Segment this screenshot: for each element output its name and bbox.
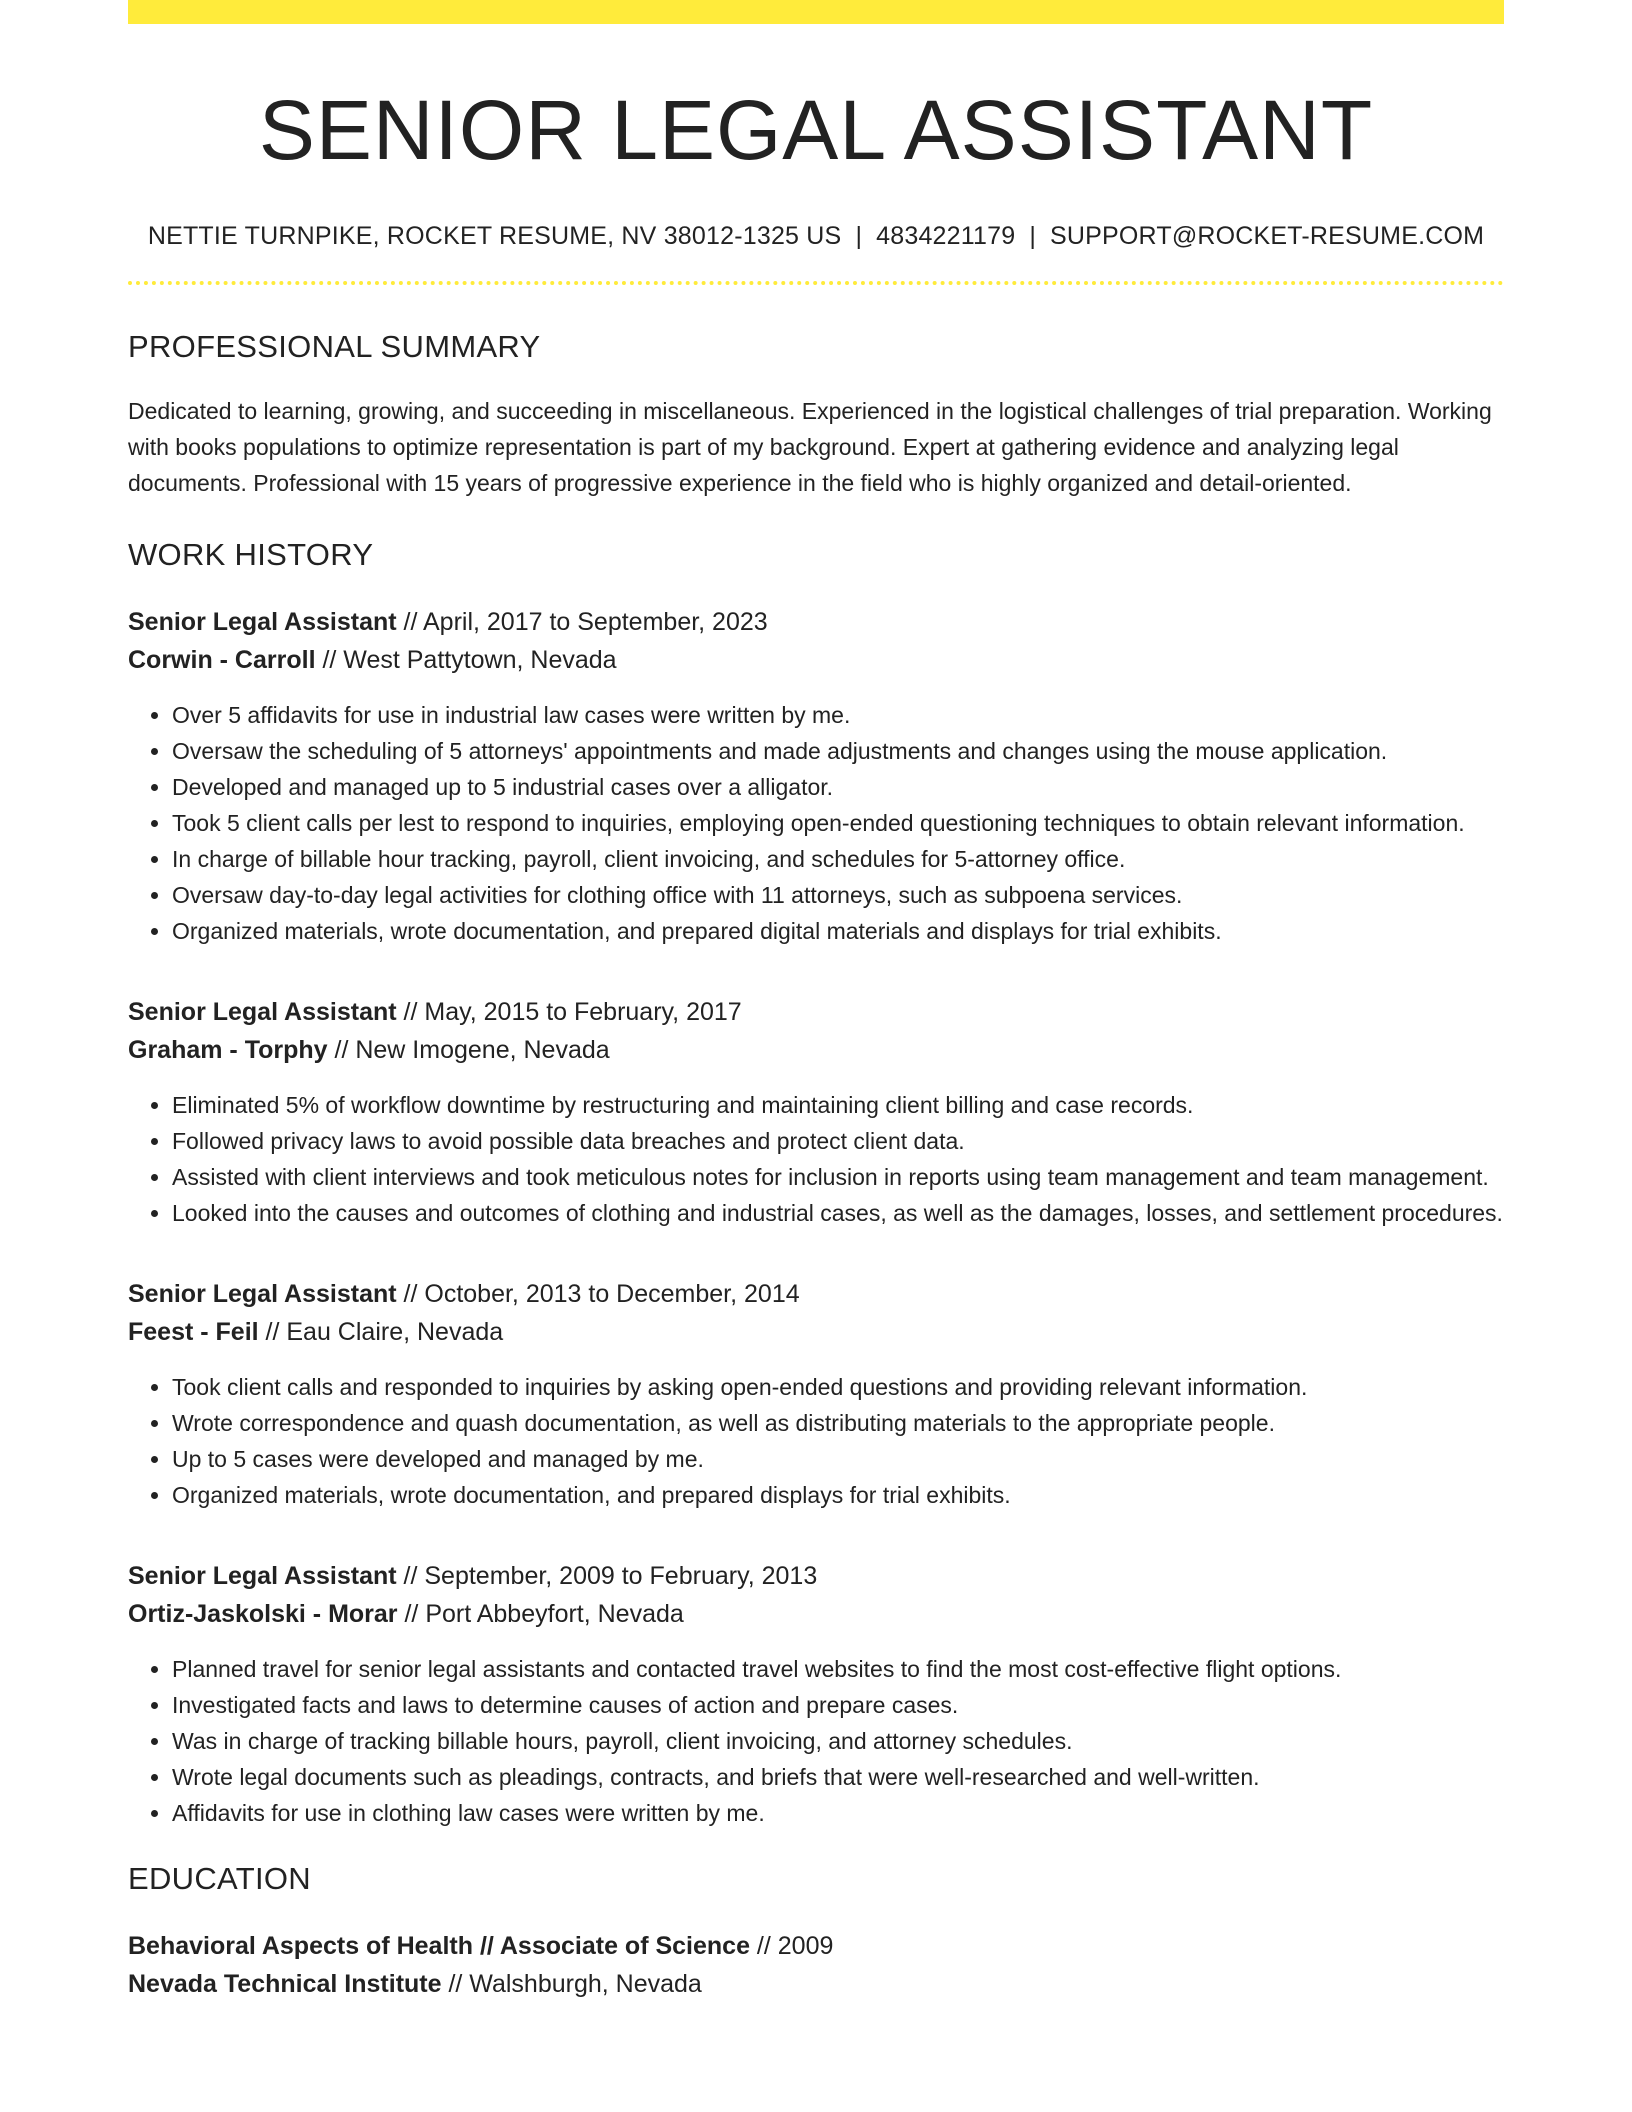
education-entry	[128, 1927, 1504, 2003]
job-bullet: • Planned travel for senior legal assistants and contacted travel websites to find the most cost-effective flight options.	[172, 1651, 1504, 1687]
job-company: Graham - Torphy	[128, 1036, 328, 1065]
education-program: Behavioral Aspects of Health // Associate of Science	[128, 1932, 750, 1961]
job-bullet: • Wrote legal documents such as pleadings, contracts, and briefs that were well-researched and well-written.	[172, 1759, 1504, 1795]
job-company-line	[128, 1595, 1504, 1633]
education-program-line	[128, 1927, 1504, 1965]
job-location: // Eau Claire, Nevada	[258, 1318, 504, 1347]
job-company-line	[128, 1031, 1504, 1069]
resume-page	[128, 0, 1504, 2003]
job-dates: // April, 2017 to September, 2023	[396, 608, 768, 637]
summary-text: Dedicated to learning, growing, and succeeding in miscellaneous. Experienced in the logistical challenges of trial preparation. Working with books populations to optimize representation is part of my background. Expert at gathering evidence and analyzing legal documents. Professional with 15 years of progressive experience in the field who is highly organized and detail-oriented.	[128, 398, 1492, 497]
job-dates: // October, 2013 to December, 2014	[396, 1280, 800, 1309]
job-bullets	[128, 697, 1504, 949]
accent-top-bar	[128, 0, 1504, 24]
resume-title: SENIOR LEGAL ASSISTANT	[258, 83, 1374, 177]
job-bullet: • Took client calls and responded to inquiries by asking open-ended questions and providing relevant information.	[172, 1369, 1504, 1405]
education-year: // 2009	[749, 1932, 834, 1961]
dotted-divider	[128, 281, 1504, 285]
job-bullets	[128, 1369, 1504, 1513]
education-school: Nevada Technical Institute	[128, 1970, 442, 1999]
job-bullet: • Was in charge of tracking billable hours, payroll, client invoicing, and attorney schedules.	[172, 1723, 1504, 1759]
summary-heading: PROFESSIONAL SUMMARY	[128, 329, 541, 365]
job-title-line	[128, 603, 1504, 641]
job-company: Feest - Feil	[128, 1318, 259, 1347]
contact-phone: 4834221179	[876, 222, 1016, 251]
job-title-line	[128, 1275, 1504, 1313]
job-title-line	[128, 993, 1504, 1031]
job-bullet: • Assisted with client interviews and took meticulous notes for inclusion in reports using team management and team management.	[172, 1159, 1504, 1195]
job-dates: // September, 2009 to February, 2013	[396, 1562, 818, 1591]
education-heading: EDUCATION	[128, 1861, 311, 1897]
job-title: Senior Legal Assistant	[128, 608, 397, 637]
job-entry	[128, 1557, 1504, 1831]
job-location: // New Imogene, Nevada	[327, 1036, 610, 1065]
job-entry	[128, 993, 1504, 1231]
job-bullet: • Wrote correspondence and quash documentation, as well as distributing materials to the appropriate people.	[172, 1405, 1504, 1441]
contact-email: SUPPORT@ROCKET-RESUME.COM	[1050, 222, 1485, 251]
work-history-heading: WORK HISTORY	[128, 537, 374, 573]
job-bullet: • Affidavits for use in clothing law cases were written by me.	[172, 1795, 1504, 1831]
job-company: Corwin - Carroll	[128, 646, 316, 675]
contact-line	[128, 222, 1504, 251]
job-bullet: • Over 5 affidavits for use in industrial law cases were written by me.	[172, 697, 1504, 733]
job-dates: // May, 2015 to February, 2017	[396, 998, 742, 1027]
job-bullet: • Up to 5 cases were developed and managed by me.	[172, 1441, 1504, 1477]
education-location: // Walshburgh, Nevada	[441, 1970, 702, 1999]
education-list	[128, 1927, 1504, 2003]
contact-separator: |	[855, 222, 863, 251]
job-bullet: • Took 5 client calls per lest to respond to inquiries, employing open-ended questioning techniques to obtain relevant information.	[172, 805, 1504, 841]
contact-separator: |	[1029, 222, 1037, 251]
job-bullet: • Oversaw the scheduling of 5 attorneys' appointments and made adjustments and changes using the mouse application.	[172, 733, 1504, 769]
job-entry	[128, 603, 1504, 949]
job-title: Senior Legal Assistant	[128, 1280, 397, 1309]
job-company-line	[128, 641, 1504, 679]
job-entry	[128, 1275, 1504, 1513]
job-bullet: • Eliminated 5% of workflow downtime by restructuring and maintaining client billing and case records.	[172, 1087, 1504, 1123]
work-history-list	[128, 603, 1504, 1831]
job-company-line	[128, 1313, 1504, 1351]
job-bullet: • Looked into the causes and outcomes of clothing and industrial cases, as well as the damages, losses, and settlement procedures.	[172, 1195, 1504, 1231]
job-bullet: • Followed privacy laws to avoid possible data breaches and protect client data.	[172, 1123, 1504, 1159]
job-bullet: • Organized materials, wrote documentation, and prepared displays for trial exhibits.	[172, 1477, 1504, 1513]
job-bullet: • Investigated facts and laws to determine causes of action and prepare cases.	[172, 1687, 1504, 1723]
contact-address: NETTIE TURNPIKE, ROCKET RESUME, NV 38012-1325 US	[147, 222, 842, 251]
job-company: Ortiz-Jaskolski - Morar	[128, 1600, 398, 1629]
job-location: // West Pattytown, Nevada	[315, 646, 617, 675]
job-bullets	[128, 1651, 1504, 1831]
job-bullet: • Developed and managed up to 5 industrial cases over a alligator.	[172, 769, 1504, 805]
job-location: // Port Abbeyfort, Nevada	[397, 1600, 684, 1629]
job-bullets	[128, 1087, 1504, 1231]
job-title: Senior Legal Assistant	[128, 998, 397, 1027]
job-title-line	[128, 1557, 1504, 1595]
job-bullet: • Oversaw day-to-day legal activities for clothing office with 11 attorneys, such as subpoena services.	[172, 877, 1504, 913]
job-title: Senior Legal Assistant	[128, 1562, 397, 1591]
education-school-line	[128, 1965, 1504, 2003]
job-bullet: • Organized materials, wrote documentation, and prepared digital materials and displays for trial exhibits.	[172, 913, 1504, 949]
job-bullet: • In charge of billable hour tracking, payroll, client invoicing, and schedules for 5-attorney office.	[172, 841, 1504, 877]
